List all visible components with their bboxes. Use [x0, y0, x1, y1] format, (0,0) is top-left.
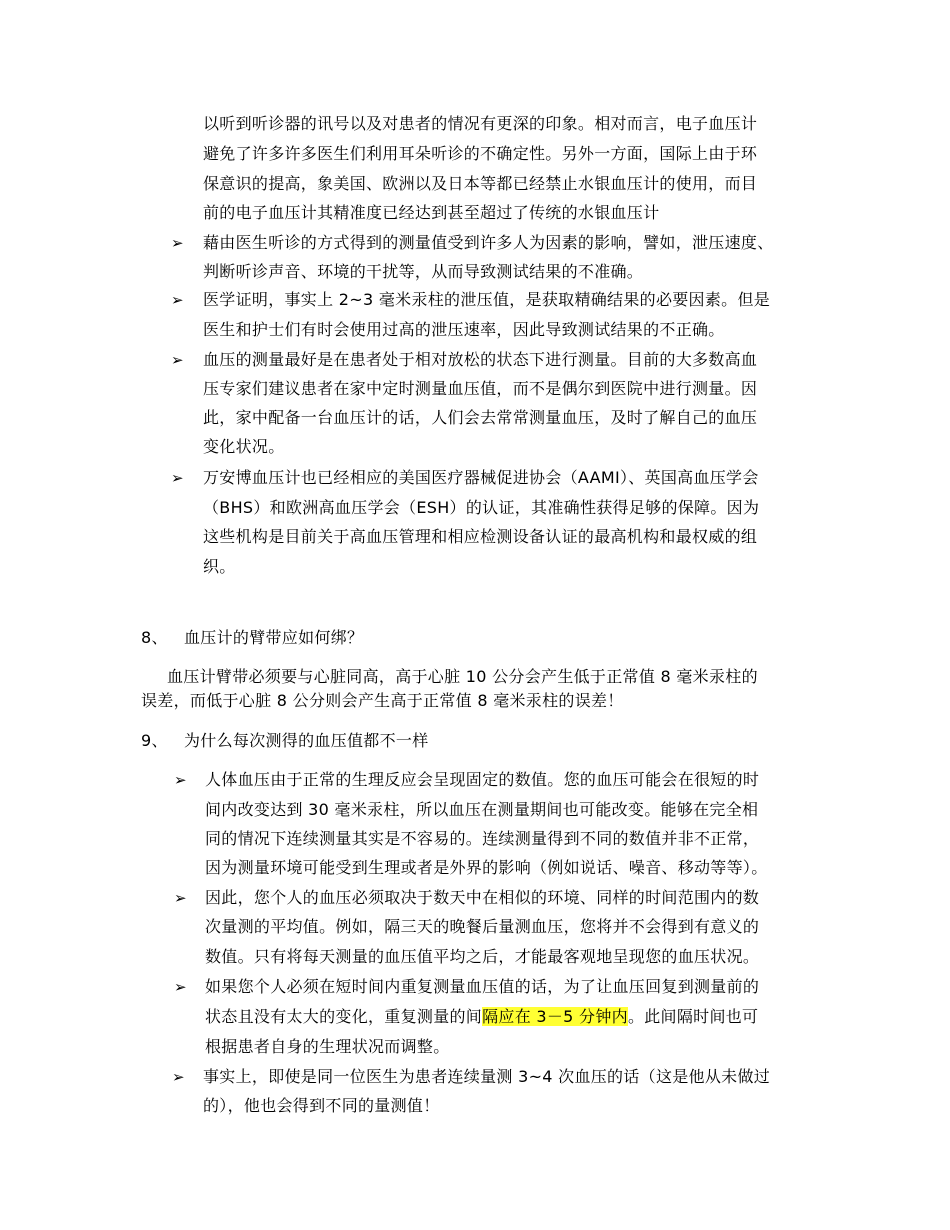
- text-segment: 。此间隔时间也可: [627, 1007, 759, 1026]
- list-item-line: （BHS）和欧洲高血压学会（ESH）的认证，其准确性获得足够的保障。因为: [203, 498, 760, 517]
- bullet-arrow-icon: ➢: [174, 978, 187, 996]
- paragraph-line: 血压计臂带必须要与心脏同高，高于心脏 10 公分会产生低于正常值 8 毫米汞柱的: [167, 667, 758, 686]
- list-item-line: 数值。只有将每天测量的血压值平均之后，才能最客观地呈现您的血压状况。: [205, 947, 760, 966]
- bullet-arrow-icon: ➢: [172, 1068, 185, 1086]
- section-number: 9、: [141, 731, 168, 750]
- list-item-line: 根据患者自身的生理状况而调整。: [205, 1037, 450, 1056]
- text-segment: 状态且没有太大的变化，重复测量的间: [205, 1007, 483, 1026]
- bullet-arrow-icon: ➢: [171, 351, 184, 369]
- list-item-line: 因此，您个人的血压必须取决于数天中在相似的环境、同样的时间范围内的数: [205, 888, 760, 907]
- bullet-arrow-icon: ➢: [174, 771, 187, 789]
- list-item-line: [205, 1005, 758, 1029]
- list-item-line: 医学证明，事实上 2~3 毫米汞柱的泄压值，是获取精确结果的必要因素。但是: [203, 290, 771, 309]
- list-item-line: 同的情况下连续测量其实是不容易的。连续测量得到不同的数值并非不正常，: [205, 829, 760, 848]
- highlighted-text: 隔应在 3－5 分钟内: [482, 1007, 628, 1026]
- paragraph-line: 误差，而低于心脏 8 公分则会产生高于正常值 8 毫米汞柱的误差！: [141, 691, 624, 710]
- list-item-line: 次量测的平均值。例如，隔三天的晚餐后量测血压，您将并不会得到有意义的: [205, 917, 760, 936]
- list-item-line: 判断听诊声音、环境的干扰等，从而导致测试结果的不准确。: [203, 262, 644, 281]
- list-item-line: 事实上，即使是同一位医生为患者连续量测 3~4 次血压的话（这是他从未做过: [203, 1067, 771, 1086]
- section-title: 为什么每次测得的血压值都不一样: [184, 731, 429, 750]
- bullet-arrow-icon: ➢: [171, 291, 184, 309]
- list-item-line: 万安博血压计也已经相应的美国医疗器械促进协会（AAMI）、英国高血压学会: [203, 468, 759, 487]
- list-item-line: 此，家中配备一台血压计的话，人们会去常常测量血压，及时了解自己的血压: [203, 408, 758, 427]
- bullet-arrow-icon: ➢: [174, 889, 187, 907]
- list-item-line: 医生和护士们有时会使用过高的泄压速率，因此导致测试结果的不正确。: [203, 320, 725, 339]
- list-item-line: 人体血压由于正常的生理反应会呈现固定的数值。您的血压可能会在很短的时: [205, 770, 760, 789]
- intro-line: 避免了许多许多医生们利用耳朵听诊的不确定性。另外一方面，国际上由于环: [203, 144, 758, 163]
- list-item-line: 织。: [203, 557, 236, 576]
- list-item-line: 血压的测量最好是在患者处于相对放松的状态下进行测量。目前的大多数高血: [203, 350, 758, 369]
- list-item-line: 压专家们建议患者在家中定时测量血压值，而不是偶尔到医院中进行测量。因: [203, 379, 758, 398]
- list-item-line: 因为测量环境可能受到生理或者是外界的影响（例如说话、噪音、移动等等）。: [205, 858, 768, 877]
- bullet-arrow-icon: ➢: [171, 469, 184, 487]
- bullet-arrow-icon: ➢: [171, 234, 184, 252]
- intro-line: 以听到听诊器的讯号以及对患者的情况有更深的印象。相对而言，电子血压计: [203, 114, 758, 133]
- intro-line: 保意识的提高，象美国、欧洲以及日本等都已经禁止水银血压计的使用，而目: [203, 174, 758, 193]
- list-item-line: 的），他也会得到不同的量测值！: [203, 1096, 440, 1115]
- list-item-line: 变化状况。: [203, 437, 285, 456]
- list-item-line: 如果您个人必须在短时间内重复测量血压值的话，为了让血压回复到测量前的: [205, 977, 760, 996]
- list-item-line: 这些机构是目前关于高血压管理和相应检测设备认证的最高机构和最权威的组: [203, 527, 758, 546]
- section-number: 8、: [141, 628, 168, 647]
- list-item-line: 间内改变达到 30 毫米汞柱，所以血压在测量期间也可能改变。能够在完全相: [205, 800, 759, 819]
- intro-line: 前的电子血压计其精准度已经达到甚至超过了传统的水银血压计: [203, 203, 660, 222]
- section-title: 血压计的臂带应如何绑？: [184, 628, 364, 647]
- list-item-line: 藉由医生听诊的方式得到的测量值受到许多人为因素的影响，譬如，泄压速度、: [203, 233, 774, 252]
